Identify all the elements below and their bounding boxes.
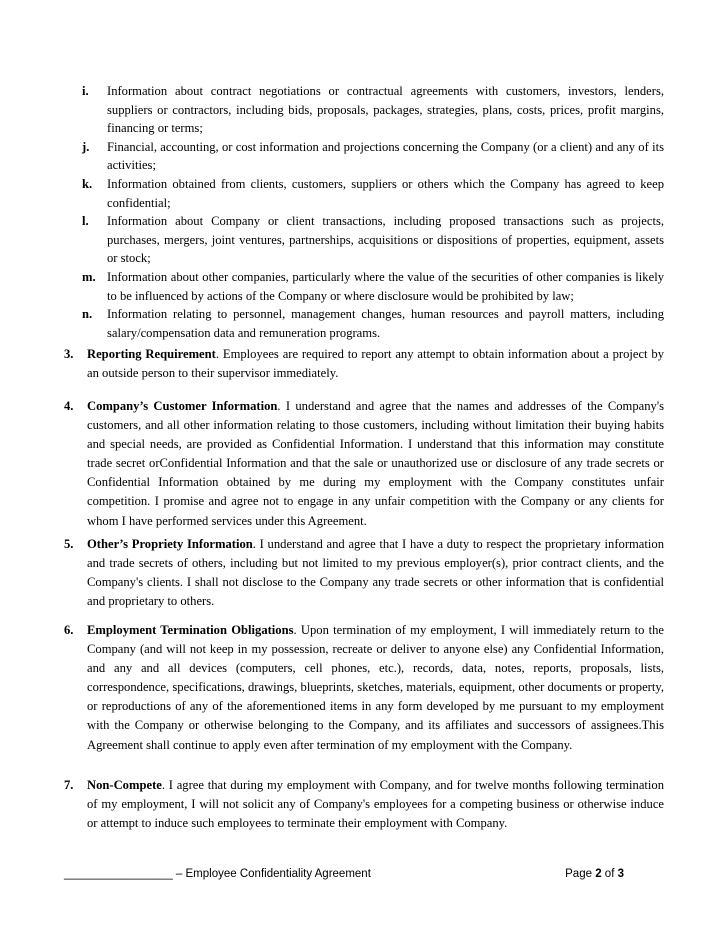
list-item <box>82 305 664 342</box>
page-number: 2 <box>595 868 602 880</box>
section-separator: . <box>161 778 169 792</box>
list-item <box>82 138 664 175</box>
confidential-info-sublist <box>82 82 664 342</box>
list-item-text: Information relating to personnel, management changes, human resources and payroll matters, including salary/compensation data and remuneration programs. <box>107 307 664 340</box>
section-body <box>87 535 664 611</box>
list-item-marker: l. <box>82 214 89 229</box>
section-reporting-requirement <box>64 345 664 383</box>
list-item-marker: j. <box>82 139 90 154</box>
section-number: 6. <box>64 623 74 637</box>
list-item-text: Financial, accounting, or cost information and projections concerning the Company (or a client) and any of its activities; <box>107 139 664 173</box>
section-customer-information <box>64 397 664 531</box>
section-text: I understand and agree that I have a duty to respect the proprietary information and trade secrets of others, including but not limited to my previous employer(s), prior contract clients, and the Company's clients. I shall not disclose to the Company any trade secrets or other information that is confidential and proprietary to others. <box>87 537 664 609</box>
section-text: Employees are required to report any attempt to obtain information about a project by an outside person to their supervisor immediately. <box>87 347 665 381</box>
list-item <box>82 212 664 268</box>
section-title: Non-Compete <box>87 778 162 792</box>
list-item-text: Information about contract negotiations or contractual agreements with customers, investors, lenders, suppliers or contractors, including bids, proposals, packages, strategies, plans, costs, prices, profit margins, financing or terms; <box>107 84 664 136</box>
section-number: 3. <box>64 347 74 361</box>
page-indicator <box>565 868 624 880</box>
section-non-compete <box>64 776 664 833</box>
page-total: 3 <box>617 868 624 880</box>
section-termination-obligations <box>64 621 664 755</box>
footer-document-title: _________________ – Employee Confidentiality Agreement <box>64 868 371 880</box>
section-body <box>87 397 664 531</box>
list-item-marker: m. <box>82 269 96 284</box>
section-separator: . <box>293 623 301 637</box>
list-item-marker: n. <box>82 307 93 322</box>
section-body <box>87 345 664 383</box>
page-label: Page <box>565 868 596 880</box>
page-of-label: of <box>601 868 618 880</box>
section-proprietary-information <box>64 535 664 611</box>
list-item-marker: i. <box>82 84 89 98</box>
section-number: 5. <box>64 537 74 551</box>
list-item-text: Information about Company or client transactions, including proposed transactions such as projects, purchases, mergers, joint ventures, partnerships, acquisitions or dispositions of properties, equipment, assets or stock; <box>107 214 664 266</box>
section-separator: . <box>215 347 223 361</box>
list-item <box>82 175 664 212</box>
section-number: 7. <box>64 778 74 792</box>
list-item-text: Information obtained from clients, customers, suppliers or others which the Company has agreed to keep confidential; <box>107 176 664 210</box>
section-number: 4. <box>64 399 74 413</box>
section-title: Reporting Requirement <box>87 347 216 361</box>
section-body <box>87 776 664 833</box>
page-footer <box>64 868 624 880</box>
section-text: I understand and agree that the names and addresses of the Company's customers, and all other information relating to those customers, including without limitation their buying habits and special needs, are provided as Confidential Information. I understand that this information may constitute trade secret orConfidential Information and that the sale or unauthorized use or disclosure of any trade secrets or Confidential Information obtained by me during my employment with the Company constitutes unfair competition. I promise and agree not to engage in any unfair competition with the Company or any clients for whom I have performed services under this Agreement. <box>87 399 665 528</box>
section-separator: . <box>252 537 260 551</box>
section-text: Upon termination of my employment, I will immediately return to the Company (and will not keep in my possession, recreate or deliver to anyone else) any Confidential Information, and any and all devices (computers, cell phones, etc.), records, data, notes, reports, proposals, lists, correspondence, specifications, drawings, blueprints, sketches, materials, equipment, other documents or property, or reproductions of any of the aforementioned items in any form developed by me pursuant to my employment with the Company or otherwise belonging to the Company, and its affiliates and successors of assignees.This Agreement shall continue to apply even after termination of my employment with the Company. <box>87 623 665 752</box>
list-item-marker: k. <box>82 176 93 191</box>
list-item <box>82 268 664 305</box>
list-item <box>82 82 664 138</box>
list-item-text: Information about other companies, particularly where the value of the securities of other companies is likely to be influenced by actions of the Company or where disclosure would be prohibited by law; <box>107 269 664 303</box>
section-title: Employment Termination Obligations <box>87 623 294 637</box>
section-title: Company’s Customer Information <box>87 399 278 413</box>
section-text: I agree that during my employment with Company, and for twelve months following termination of my employment, I will not solicit any of Company's employees for a competing business or otherwise induce or attempt to induce such employees to terminate their employment with Company. <box>87 778 664 831</box>
section-title: Other’s Propriety Information <box>87 537 253 551</box>
section-separator: . <box>277 399 286 413</box>
section-body <box>87 621 664 755</box>
